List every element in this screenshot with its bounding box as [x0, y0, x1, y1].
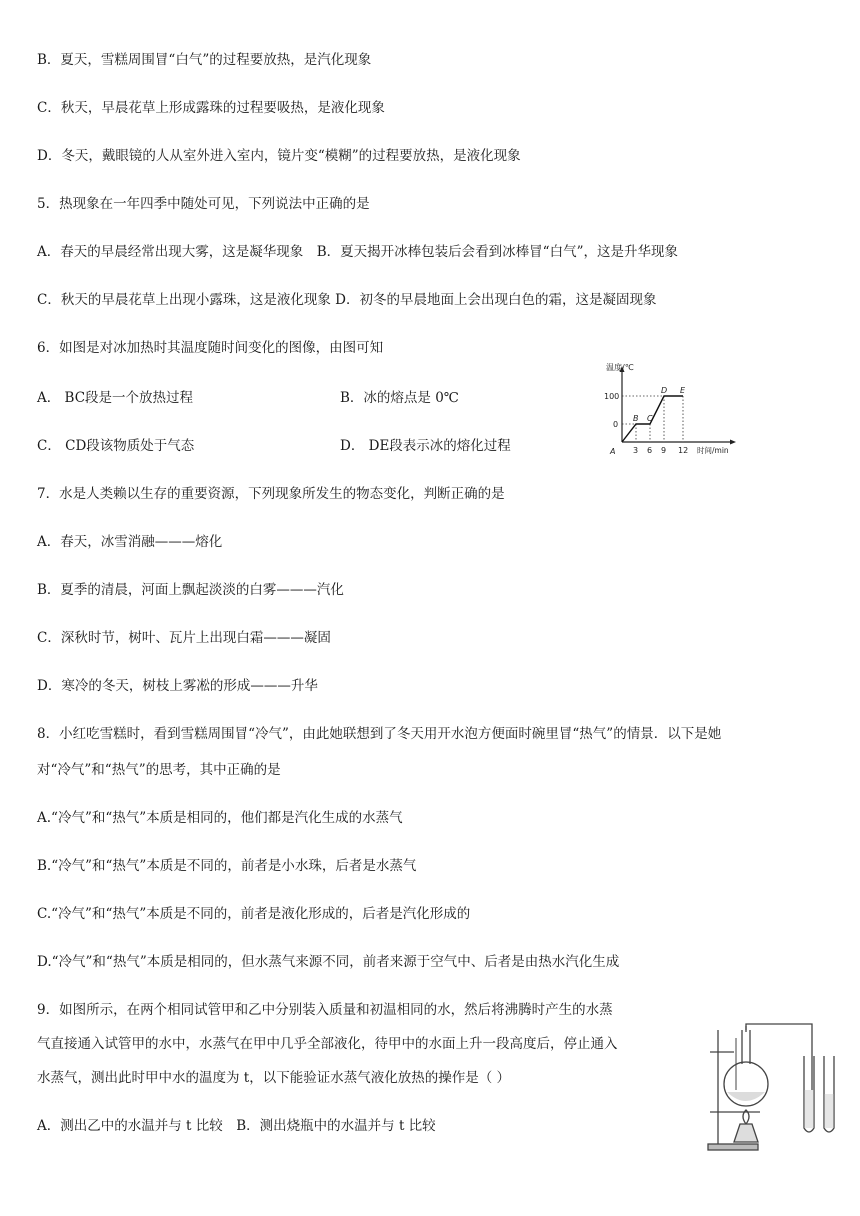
q8-option-d: D.“冷气”和“热气”本质是相同的，但水蒸气来源不同，前者来源于空气中、后者是由热水汽化生成: [37, 954, 620, 970]
q5-stem: 5．热现象在一年四季中随处可见，下列说法中正确的是: [37, 196, 370, 212]
x-axis-label: 时间/min: [697, 446, 729, 455]
q9-stem-line1: 9．如图所示，在两个相同试管甲和乙中分别装入质量和初温相同的水，然后将沸腾时产生的水蒸: [37, 1002, 613, 1018]
q6-option-d: D． DE段表示冰的熔化过程: [340, 438, 511, 454]
q4-option-d: D．冬天，戴眼镜的人从室外进入室内，镜片变“模糊”的过程要放热，是液化现象: [37, 148, 521, 164]
q9-options-ab: A．测出乙中的水温并与 t 比较 B．测出烧瓶中的水温并与 t 比较: [37, 1118, 436, 1134]
x-axis-arrow: [730, 440, 736, 445]
point-b-label: B: [633, 414, 639, 423]
test-tube-yi-water: [825, 1094, 834, 1128]
q6-option-c: C． CD段该物质处于气态: [37, 438, 195, 454]
point-a-label: A: [610, 447, 616, 456]
q7-option-b: B．夏季的清晨，河面上飘起淡淡的白雾———汽化: [37, 582, 344, 598]
q8-option-c: C.“冷气”和“热气”本质是不同的，前者是液化形成的，后者是汽化形成的: [37, 906, 471, 922]
q7-option-c: C．深秋时节，树叶、瓦片上出现白霜———凝固: [37, 630, 331, 646]
q6-option-a: A． BC段是一个放热过程: [37, 390, 194, 406]
q5-options-ab: A．春天的早晨经常出现大雾，这是凝华现象 B．夏天揭开冰棒包装后会看到冰棒冒“白气”，这是升华现象: [37, 244, 678, 260]
steam-apparatus-figure: [700, 1020, 840, 1160]
point-c-label: C: [647, 414, 653, 423]
q7-option-a: A．春天，冰雪消融———熔化: [37, 534, 223, 550]
q8-stem-line2: 对“冷气”和“热气”的思考，其中正确的是: [37, 762, 281, 778]
alcohol-lamp: [734, 1124, 758, 1142]
q6-option-b: B．冰的熔点是 0℃: [340, 390, 459, 406]
q4-option-b: B．夏天，雪糕周围冒“白气”的过程要放热，是汽化现象: [37, 52, 372, 68]
q8-option-a: A.“冷气”和“热气”本质是相同的，他们都是汽化生成的水蒸气: [37, 810, 403, 826]
test-tube-jia-water: [805, 1090, 814, 1128]
point-d-label: D: [661, 386, 668, 395]
q4-option-c: C．秋天，早晨花草上形成露珠的过程要吸热，是液化现象: [37, 100, 385, 116]
q7-option-d: D．寒冷的冬天，树枝上雾凇的形成———升华: [37, 678, 318, 694]
x-tick-3: 3: [633, 446, 639, 455]
q8-stem-line1: 8．小红吃雪糕时，看到雪糕周围冒“冷气”，由此她联想到了冬天用开水泡方便面时碗里冒“热气”的情景．以下是她: [37, 726, 722, 742]
q7-stem: 7．水是人类赖以生存的重要资源，下列现象所发生的物态变化，判断正确的是: [37, 486, 505, 502]
x-tick-12: 12: [678, 446, 689, 455]
ice-heating-graph: [600, 360, 745, 460]
y-tick-100: 100: [604, 392, 620, 401]
y-axis-label: 温度/℃: [606, 363, 634, 372]
flask-water: [727, 1092, 765, 1101]
q8-option-b: B.“冷气”和“热气”本质是不同的，前者是小水珠，后者是水蒸气: [37, 858, 417, 874]
q9-stem-line2: 气直接通入试管甲的水中，水蒸气在甲中几乎全部液化，待甲中的水面上升一段高度后，停止通入: [37, 1036, 618, 1052]
x-tick-9: 9: [661, 446, 667, 455]
point-e-label: E: [680, 386, 686, 395]
q9-stem-line3: 水蒸气，测出此时甲中水的温度为 t，以下能验证水蒸气液化放热的操作是（ ）: [37, 1070, 511, 1086]
q5-options-cd: C．秋天的早晨花草上出现小露珠，这是液化现象 D．初冬的早晨地面上会出现白色的霜，这是凝固现象: [37, 292, 657, 308]
x-tick-6: 6: [647, 446, 653, 455]
stand-base: [708, 1144, 758, 1150]
q6-stem: 6．如图是对冰加热时其温度随时间变化的图像，由图可知: [37, 340, 384, 356]
delivery-tube: [746, 1024, 812, 1090]
y-tick-0: 0: [613, 420, 619, 429]
